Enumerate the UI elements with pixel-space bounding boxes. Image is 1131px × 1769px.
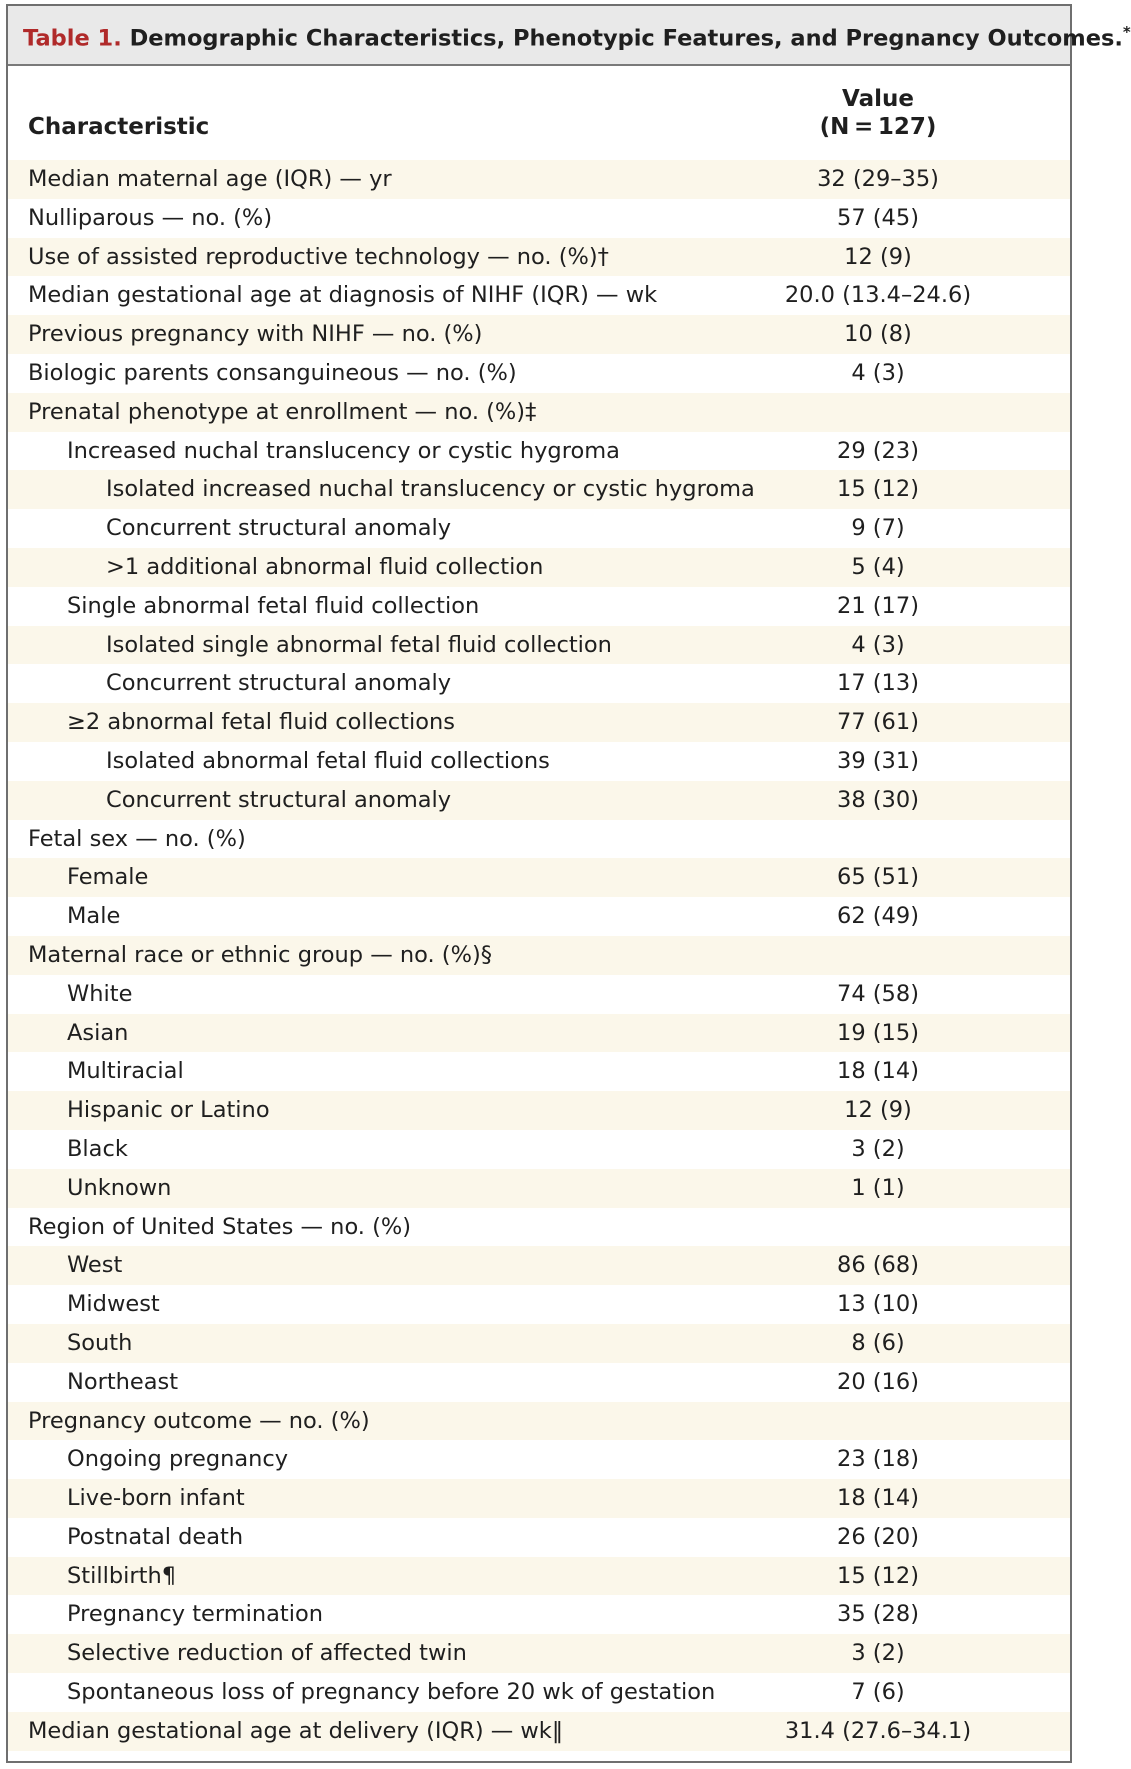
row-label: Asian [67, 1019, 129, 1046]
table-row [8, 781, 1070, 820]
row-label: Fetal sex — no. (%) [28, 825, 246, 852]
row-value: 57 (45) [837, 204, 919, 231]
header-value: Value [842, 86, 914, 112]
row-label: White [67, 980, 133, 1007]
row-label: Northeast [67, 1368, 179, 1395]
row-value: 31.4 (27.6–34.1) [784, 1717, 972, 1744]
table-row [8, 470, 1070, 509]
row-value: 18 (14) [837, 1485, 919, 1512]
header-sample-size: (N = 127) [819, 114, 937, 140]
table-row [8, 238, 1070, 277]
row-label: Median gestational age at delivery (IQR) — wk‖ [28, 1717, 564, 1744]
row-value: 3 (2) [851, 1640, 905, 1667]
table-row [8, 1285, 1070, 1324]
row-value: 20 (16) [837, 1368, 919, 1395]
row-value: 15 (12) [837, 476, 919, 503]
row-label: Isolated single abnormal fetal fluid collection [106, 631, 612, 658]
table-row [8, 1091, 1070, 1130]
row-label: Multiracial [67, 1058, 184, 1085]
table-row [8, 1363, 1070, 1402]
row-value: 5 (4) [851, 553, 905, 580]
row-value: 12 (9) [844, 1097, 912, 1124]
row-value: 86 (68) [837, 1252, 919, 1279]
table-number: Table 1. [23, 25, 122, 52]
table-row [8, 1208, 1070, 1247]
row-value: 10 (8) [844, 321, 912, 348]
row-value: 18 (14) [837, 1058, 919, 1085]
table-row [8, 936, 1070, 975]
table-row [8, 1557, 1070, 1596]
table-row [8, 742, 1070, 781]
row-value: 7 (6) [851, 1679, 905, 1706]
table-row [8, 548, 1070, 587]
row-value: 3 (2) [851, 1135, 905, 1162]
row-label: Median maternal age (IQR) — yr [28, 166, 392, 192]
table-row [8, 664, 1070, 703]
row-label: Region of United States — no. (%) [28, 1213, 412, 1240]
table-row [8, 1595, 1070, 1634]
table-row [8, 703, 1070, 742]
row-label: Use of assisted reproductive technology — no. (%)† [28, 243, 609, 270]
table-row [8, 1402, 1070, 1441]
table-row [8, 587, 1070, 626]
row-label: Stillbirth¶ [67, 1562, 177, 1589]
row-label: Ongoing pregnancy [67, 1446, 289, 1473]
row-value: 19 (15) [837, 1019, 919, 1046]
row-label: West [67, 1252, 123, 1279]
row-label: Single abnormal fetal fluid collection [67, 592, 480, 619]
row-label: >1 additional abnormal fluid collection [106, 553, 544, 580]
table-row [8, 1479, 1070, 1518]
row-label: Live-born infant [67, 1485, 245, 1512]
row-label: Biologic parents consanguineous — no. (%) [28, 359, 517, 386]
row-value: 8 (6) [851, 1329, 905, 1356]
row-label: Isolated increased nuchal translucency or cystic hygroma [106, 476, 755, 503]
table-title: Demographic Characteristics, Phenotypic Features, and Pregnancy Outcomes. [129, 25, 1123, 52]
table-row [8, 820, 1070, 859]
row-value: 35 (28) [837, 1601, 919, 1628]
table-row [8, 432, 1070, 471]
table-row [8, 975, 1070, 1014]
row-value: 9 (7) [851, 515, 905, 542]
row-value: 74 (58) [837, 980, 919, 1007]
row-label: Pregnancy outcome — no. (%) [28, 1407, 370, 1434]
row-value: 39 (31) [837, 747, 919, 774]
row-label: Unknown [67, 1174, 172, 1201]
row-label: Median gestational age at diagnosis of NIHF (IQR) — wk [28, 282, 658, 309]
row-value: 62 (49) [837, 903, 919, 930]
row-label: ≥2 abnormal fetal fluid collections [67, 709, 455, 736]
table-row [8, 1673, 1070, 1712]
row-label: Maternal race or ethnic group — no. (%)§ [28, 941, 492, 968]
table-caption [8, 6, 1131, 66]
row-value: 23 (18) [837, 1446, 919, 1473]
table-row [8, 858, 1070, 897]
row-label: Selective reduction of affected twin [67, 1640, 467, 1667]
table-row [8, 276, 1070, 315]
table-row [8, 160, 1070, 199]
table-row [8, 1130, 1070, 1169]
table-row [8, 1246, 1070, 1285]
header-characteristic: Characteristic [28, 114, 210, 140]
table-frame [6, 4, 1131, 1763]
row-value: 32 (29–35) [817, 166, 939, 192]
row-label: Concurrent structural anomaly [106, 515, 452, 542]
table-row [8, 1712, 1070, 1751]
row-label: Male [67, 903, 121, 930]
table-row [8, 393, 1070, 432]
table-row [8, 626, 1070, 665]
row-label: Prenatal phenotype at enrollment — no. (%)‡ [28, 398, 537, 425]
row-value: 13 (10) [837, 1291, 919, 1318]
table-row [8, 897, 1070, 936]
table-body [8, 160, 1070, 1751]
row-label: Hispanic or Latino [67, 1097, 270, 1124]
table-row [8, 1052, 1070, 1091]
row-label: Black [67, 1135, 128, 1162]
row-value: 38 (30) [837, 786, 919, 813]
table-row [8, 1324, 1070, 1363]
table-row [8, 509, 1070, 548]
table-row [8, 199, 1070, 238]
row-label: Concurrent structural anomaly [106, 670, 452, 697]
row-label: Pregnancy termination [67, 1601, 324, 1628]
table-row [8, 1634, 1070, 1673]
row-value: 29 (23) [837, 437, 919, 464]
table-row [8, 1440, 1070, 1479]
table-row [8, 1169, 1070, 1208]
row-value: 17 (13) [837, 670, 919, 697]
row-value: 15 (12) [837, 1562, 919, 1589]
table-row [8, 1518, 1070, 1557]
row-value: 20.0 (13.4–24.6) [784, 282, 972, 309]
row-label: Postnatal death [67, 1523, 244, 1550]
row-label: Nulliparous — no. (%) [28, 204, 273, 231]
table-row [8, 1014, 1070, 1053]
row-value: 21 (17) [837, 592, 919, 619]
row-value: 77 (61) [837, 709, 919, 736]
table-row [8, 354, 1070, 393]
table-header [8, 66, 1070, 160]
row-value: 4 (3) [851, 631, 905, 658]
row-value: 26 (20) [837, 1523, 919, 1550]
row-value: 65 (51) [837, 864, 919, 891]
row-label: Midwest [67, 1291, 160, 1318]
row-label: Spontaneous loss of pregnancy before 20 wk of gestation [67, 1679, 716, 1706]
row-label: Concurrent structural anomaly [106, 786, 452, 813]
row-label: Female [67, 864, 149, 891]
row-value: 1 (1) [851, 1174, 905, 1201]
row-value: 12 (9) [844, 243, 912, 270]
row-label: Previous pregnancy with NIHF — no. (%) [28, 321, 483, 348]
table-row [8, 315, 1070, 354]
row-label: Isolated abnormal fetal fluid collections [106, 747, 550, 774]
row-label: Increased nuchal translucency or cystic hygroma [67, 437, 620, 464]
row-label: South [67, 1329, 133, 1356]
row-value: 4 (3) [851, 359, 905, 386]
caption-footnote-mark: * [1122, 23, 1131, 41]
